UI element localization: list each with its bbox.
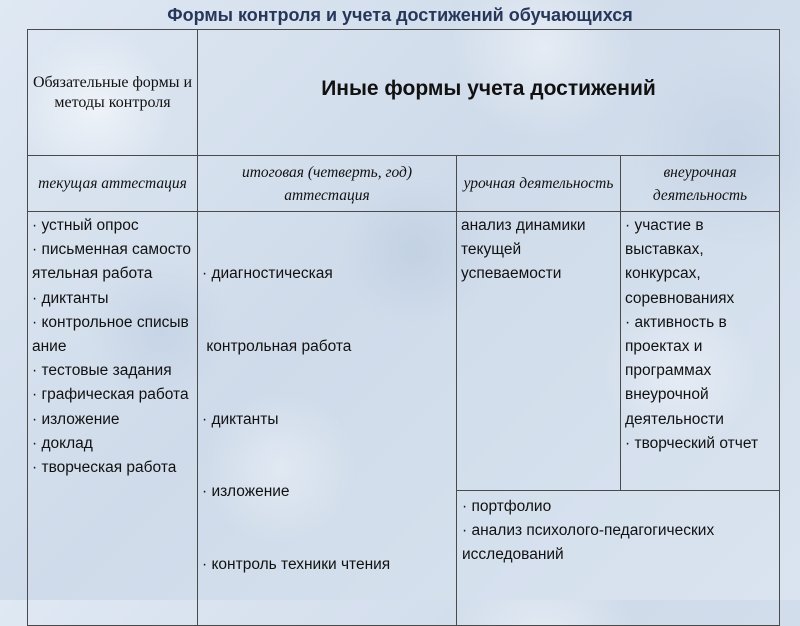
list-item: · тестовые задания xyxy=(32,362,172,380)
subheader-final-attestation: итоговая (четверть, год) аттестация xyxy=(198,156,457,212)
list-item: · участие в выставках, конкурсах, соревнованиях xyxy=(625,217,735,307)
list-item: · творческий отчет xyxy=(625,434,759,452)
header-row xyxy=(28,30,780,156)
list-item: · творческая работа xyxy=(32,459,177,477)
list-item: · активность в проектах и программах внеурочной деятельности xyxy=(625,313,727,428)
list-item: · портфолио xyxy=(462,497,552,515)
list-item: · устный опрос xyxy=(32,217,139,234)
subheader-row xyxy=(28,156,780,212)
list-item: · анализ психолого-педагогических исследований xyxy=(462,521,715,564)
page-title: Формы контроля и учета достижений обучающихся xyxy=(167,5,633,25)
header-mandatory-forms: Обязательные формы и методы контроля xyxy=(28,30,198,156)
list-item: · письменная самостоятельная работа xyxy=(32,241,192,283)
content-row xyxy=(28,212,780,491)
list-item: · графическая работа xyxy=(32,386,189,404)
list-item: · диагностическая xyxy=(202,265,333,283)
list-item: контрольная работа xyxy=(202,338,352,356)
cell-extracurricular-activity xyxy=(621,212,780,491)
cell-final-attestation xyxy=(198,212,457,626)
list-item: · изложение xyxy=(32,410,120,428)
list-item: анализ динамики текущей успеваемости xyxy=(461,217,586,283)
cell-portfolio-analysis xyxy=(457,490,780,626)
cell-current-attestation xyxy=(28,212,198,626)
list-item: · доклад xyxy=(32,434,93,452)
list-item: · контроль техники чтения xyxy=(202,555,391,573)
cell-lesson-activity xyxy=(457,212,621,491)
list-item: · диктанты xyxy=(202,410,279,428)
subheader-current-attestation: текущая аттестация xyxy=(28,156,198,212)
list-item: · изложение xyxy=(202,483,290,501)
subheader-lesson-activity: урочная деятельность xyxy=(457,156,621,212)
subheader-extracurricular-activity: внеурочная деятельность xyxy=(621,156,780,212)
list-item: · диктанты xyxy=(32,289,109,307)
list-item: · контрольное списывание xyxy=(32,313,189,356)
header-other-forms: Иные формы учета достижений xyxy=(198,30,780,156)
achievements-table xyxy=(27,29,780,626)
